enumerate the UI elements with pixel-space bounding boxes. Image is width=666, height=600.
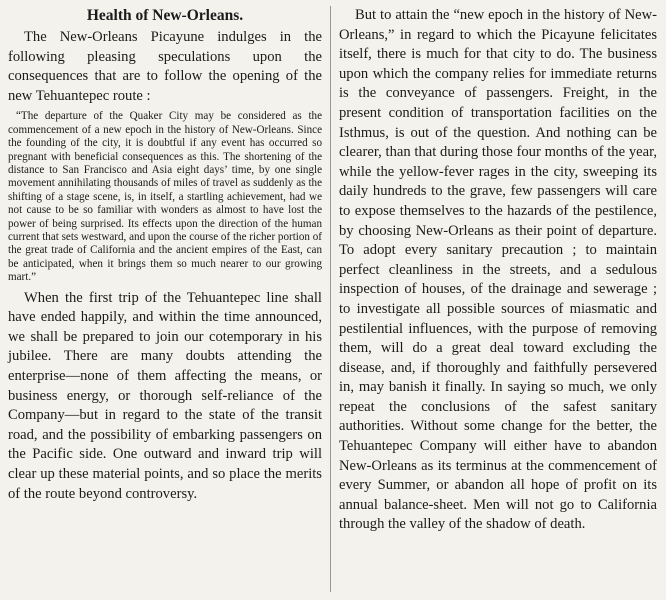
column-divider: [330, 6, 331, 592]
sanitary-paragraph: But to attain the “new epoch in the history of New-Orleans,” in regard to which the Picayune felicitates itself, there is much for that city to do. The business upon which the company relies for immediate returns is the conveyance of passengers. Freight, in the present condition of transportation facilities on the Isthmus, is out of the question. And nothing can be clearer, than that during those four months of the year, while the yellow-fever rages in the city, sweeping its daily hundreds to the grave, few passengers will care to expose themselves to the hazards of the pestilence, by choosing New-Orleans as their point of departure. To adopt every sanitary precaution ; to maintain perfect cleanliness in the streets, and a sedulous inspection of houses, of the drainage and sewerage ; to investigate all possible sources of miasmatic and pestilential influences, with the purpose of removing them, will do a great deal toward excluding the disease, and, if thoroughly and faithfully persevered in, may banish it finally. In saying so much, we only repeat the conclusions of the safest sanitary authorities. Without some change for the better, the Tehuantepec Company will either have to abandon New-Orleans as its terminus at the commencement of every Summer, or abandon all hope of profit on its annual balance-sheet. Men will not go to California through the valley of the shadow of death.: [339, 7, 657, 533]
commentary-paragraph: When the first trip of the Tehuantepec line shall have ended happily, and within the time announced, we shall be prepared to join our cotemporary in his jubilee. There are many doubts attending the enterprise—none of them affecting the means, or business energy, or thorough self-reliance of the Company—but in regard to the state of the transit road, and the possibility of embarking passengers on the Pacific side. One outward and inward trip will clear up these material points, and so place the merits of the route beyond controversy.: [8, 289, 322, 502]
quoted-passage: “The departure of the Quaker City may be considered as the commencement of a new epoch in the history of New-Orleans. Since the founding of the city, it is doubtful if any event has occurred so pregnant with beneficial consequences as this. The shortening of the distance to San Francisco and Asia eight days’ time, by one single movement annihilating thousands of miles of travel as suddenly as the shifting of a stage scene, is, in itself, a startling achievement, had we not cause to be so familiar with wonders as almost to have lost the power of being surprised. Its effects upon the direction of the human current that sets westward, and upon the course of the richer portion of the great trade of California and the ancient empires of the East, can be anticipated, when it brings them so much nearer to our growing mart.”: [8, 110, 322, 284]
right-column: [339, 6, 657, 535]
intro-paragraph: The New-Orleans Picayune indulges in the following pleasing speculations upon the consequences that are to follow the opening of the new Tehuantepec route :: [8, 29, 322, 104]
article-headline: Health of New-Orleans.: [86, 7, 244, 24]
left-column: [8, 6, 322, 504]
